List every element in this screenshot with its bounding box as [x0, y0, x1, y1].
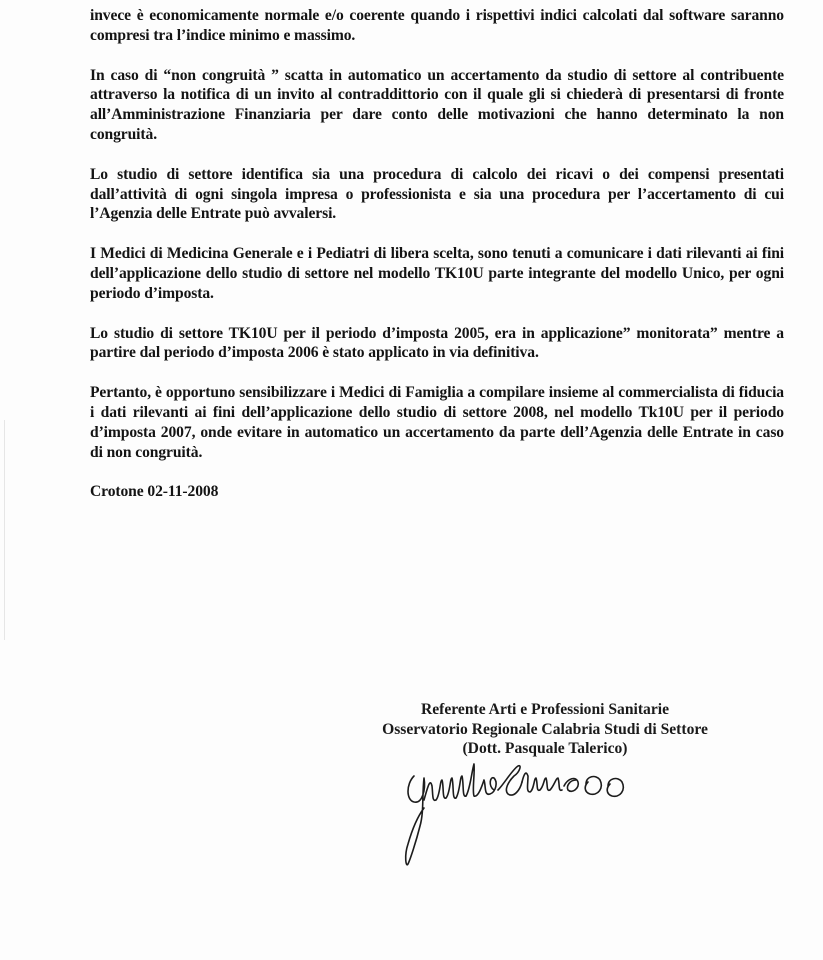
paragraph-tk10u-status: Lo studio di settore TK10U per il periodo d’imposta 2005, era in applicazione” monitorata” mentre a partire dal periodo d’imposta 2006 è stato applicato in via definitiva. — [90, 324, 784, 362]
date-line: Crotone 02-11-2008 — [90, 483, 219, 501]
signature-name: (Dott. Pasquale Talerico) — [462, 740, 628, 757]
scan-margin-mark — [4, 420, 5, 640]
paragraph-non-congruity: In caso di “non congruità ” scatta in automatico un accertamento da studio di settore al contribuente attraverso la notifica di un invito al contraddittorio con il quale gli si chiederà di presentarsi di fronte all’Amministrazione Finanziaria per dare conto delle motivazioni che hanno determinato la non congruità. — [90, 66, 784, 143]
paragraph-recommendation: Pertanto, è opportuno sensibilizzare i Medici di Famiglia a compilare insieme al commercialista di fiducia i dati rilevanti ai fini dell’applicazione dello studio di settore 2008, nel modello Tk10U per il periodo d’imposta 2007, onde evitare in automatico un accertamento da parte dell’Agenzia delle Entrate in caso di non congruità. — [90, 384, 784, 461]
paragraph-congruity-range: invece è economicamente normale e/o coerente quando i rispettivi indici calcolati dal software saranno compresi tra l’indice minimo e massimo. — [90, 7, 784, 44]
paragraph-doctors-obligation: I Medici di Medicina Generale e i Pediatri di libera scelta, sono tenuti a comunicare i dati rilevanti ai fini dell’applicazione dello studio di settore nel modello TK10U parte integrante del modello Unico, per ogni periodo d’imposta. — [90, 245, 784, 302]
document-body — [90, 6, 784, 502]
signature-organization: Osservatorio Regionale Calabria Studi di Settore — [382, 720, 708, 738]
handwritten-signature — [400, 756, 640, 871]
signature-role: Referente Arti e Professioni Sanitarie — [421, 701, 669, 718]
signature-block — [340, 700, 750, 759]
paragraph-sector-study: Lo studio di settore identifica sia una procedura di calcolo dei ricavi o dei compensi presentati dall’attività di ogni singola impresa o professionista e sia una procedura per l’accertamento di cui l’Agenzia delle Entrate può avvalersi. — [90, 165, 784, 223]
